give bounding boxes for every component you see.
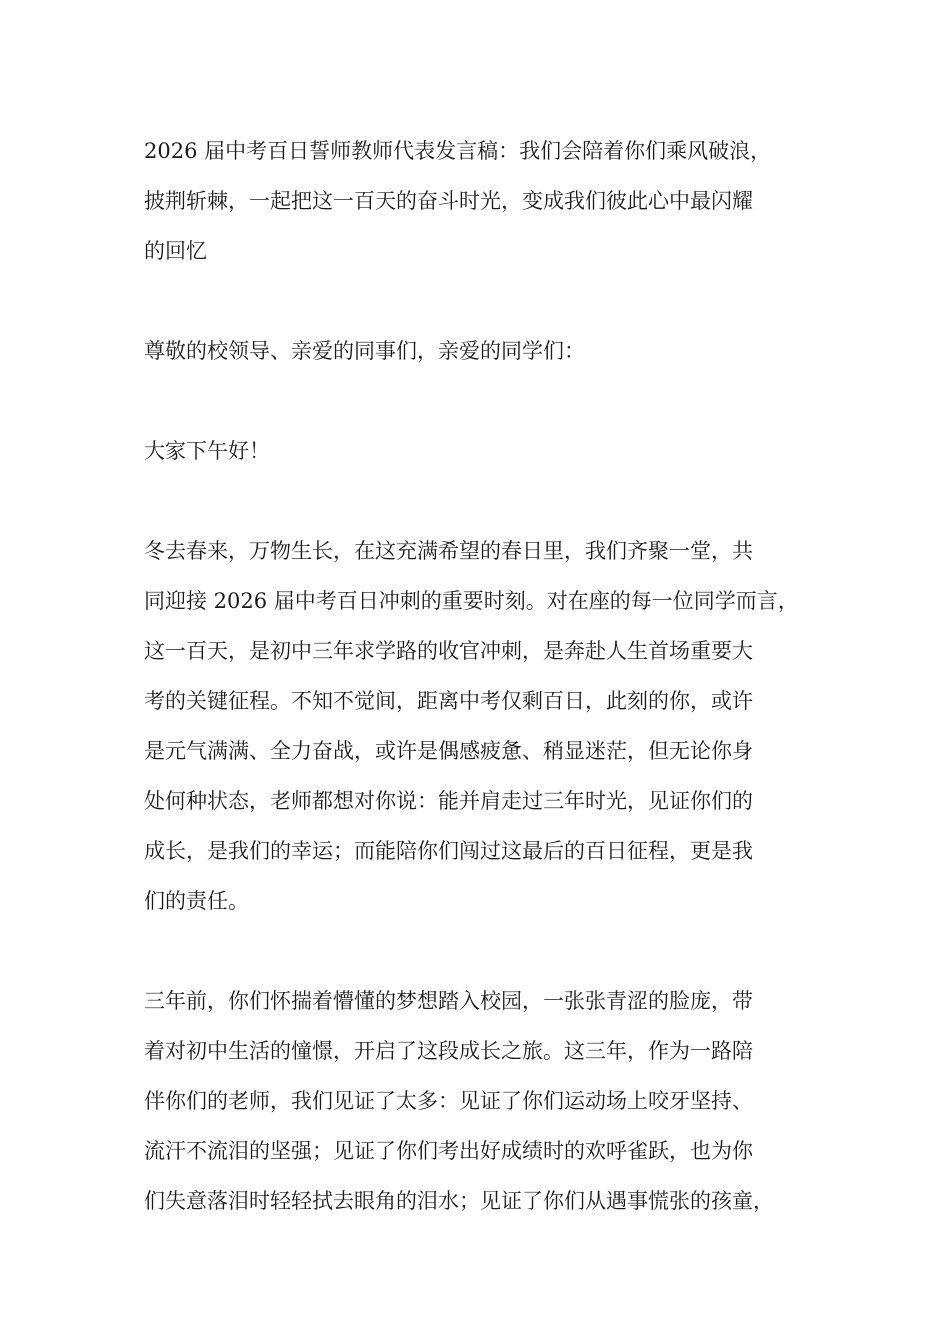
greeting xyxy=(144,426,834,476)
paragraph-gap xyxy=(144,476,834,526)
document-title xyxy=(144,126,834,276)
paragraph-gap xyxy=(144,276,834,326)
paragraph-line: 这一百天，是初中三年求学路的收官冲刺，是奔赴人生首场重要大 xyxy=(144,639,753,663)
paragraph-line: 成长，是我们的幸运；而能陪你们闯过这最后的百日征程，更是我 xyxy=(144,839,753,863)
document-body xyxy=(144,126,834,1226)
paragraph-line: 同迎接 2026 届中考百日冲刺的重要时刻。对在座的每一位同学而言， xyxy=(144,589,799,613)
salutation-line: 尊敬的校领导、亲爱的同事们，亲爱的同学们： xyxy=(144,339,585,363)
paragraph-gap xyxy=(144,926,834,976)
paragraph-line: 冬去春来，万物生长，在这充满希望的春日里，我们齐聚一堂，共 xyxy=(144,539,753,563)
title-line: 的回忆 xyxy=(144,239,207,263)
title-line: 2026 届中考百日誓师教师代表发言稿：我们会陪着你们乘风破浪， xyxy=(144,139,772,163)
paragraph-2 xyxy=(144,976,834,1226)
paragraph-line: 们的责任。 xyxy=(144,889,249,913)
greeting-line: 大家下午好！ xyxy=(144,439,270,463)
title-line: 披荆斩棘，一起把这一百天的奋斗时光，变成我们彼此心中最闪耀 xyxy=(144,189,753,213)
salutation xyxy=(144,326,834,376)
paragraph-gap xyxy=(144,376,834,426)
paragraph-line: 着对初中生活的憧憬，开启了这段成长之旅。这三年，作为一路陪 xyxy=(144,1039,753,1063)
paragraph-line: 三年前，你们怀揣着懵懂的梦想踏入校园，一张张青涩的脸庞，带 xyxy=(144,989,753,1013)
paragraph-line: 是元气满满、全力奋战，或许是偶感疲惫、稍显迷茫，但无论你身 xyxy=(144,739,753,763)
paragraph-line: 考的关键征程。不知不觉间，距离中考仅剩百日，此刻的你，或许 xyxy=(144,689,753,713)
paragraph-line: 伴你们的老师，我们见证了太多：见证了你们运动场上咬牙坚持、 xyxy=(144,1089,753,1113)
paragraph-line: 处何种状态，老师都想对你说：能并肩走过三年时光，见证你们的 xyxy=(144,789,753,813)
paragraph-1 xyxy=(144,526,834,926)
paragraph-line: 流汗不流泪的坚强；见证了你们考出好成绩时的欢呼雀跃，也为你 xyxy=(144,1139,753,1163)
paragraph-line: 们失意落泪时轻轻拭去眼角的泪水；见证了你们从遇事慌张的孩童， xyxy=(144,1189,774,1213)
